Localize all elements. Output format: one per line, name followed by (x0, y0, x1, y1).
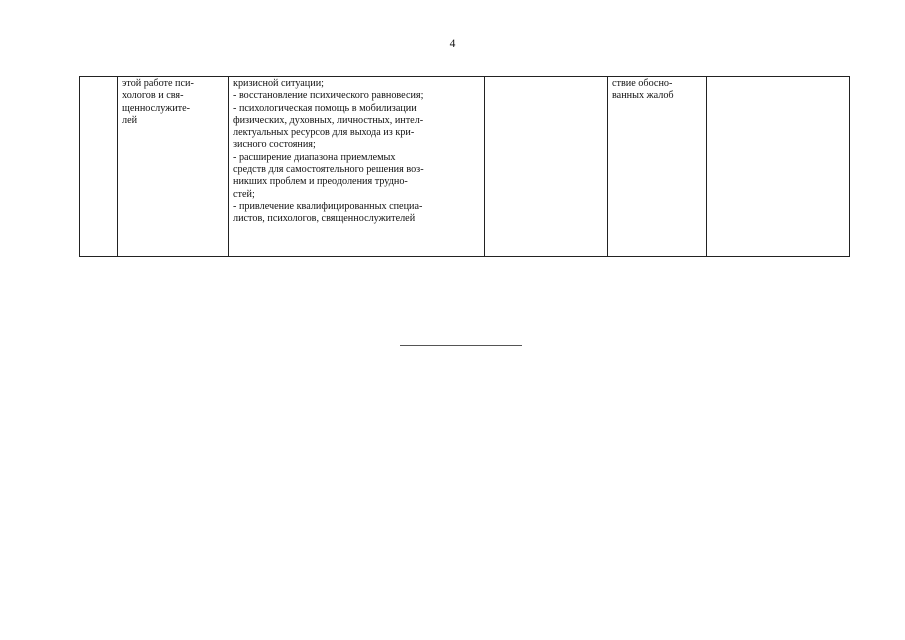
cell-text-line: кризисной ситуации; (233, 78, 324, 89)
document-table (79, 76, 850, 257)
cell-text-line: щеннослужите- (122, 102, 191, 114)
table-cell-empty (707, 77, 850, 257)
cell-text-line: физических, духовных, личностных, интел- (233, 114, 424, 126)
page-number: 4 (449, 38, 456, 50)
cell-text-line: лектуальных ресурсов для выхода из кри- (233, 127, 415, 139)
cell-text-line: средств для самостоятельного решения воз- (233, 164, 424, 176)
cell-text-line: этой работе пси- (122, 78, 194, 89)
table-cell-indicators (608, 77, 707, 257)
cell-text-line: - психологическая помощь в мобилизации (233, 102, 417, 114)
table-cell-empty (485, 77, 608, 257)
cell-text-line: лей (122, 114, 138, 126)
cell-text-line: - расширение диапазона приемлемых (233, 151, 396, 163)
table-row (80, 77, 850, 257)
table-cell-number (80, 77, 118, 257)
cell-text-line: ванных жалоб (612, 90, 674, 102)
cell-text-line: - восстановление психического равновесия; (233, 90, 424, 102)
cell-text-line: ствие обосно- (612, 78, 673, 89)
end-separator-line (400, 345, 522, 346)
cell-text-line: - привлечение квалифицированных специа- (233, 200, 423, 212)
cell-text-line: хологов и свя- (122, 90, 184, 102)
table-cell-participants (118, 77, 229, 257)
table-cell-tasks (229, 77, 485, 257)
cell-text-line: никших проблем и преодоления трудно- (233, 176, 408, 188)
cell-text-line: листов, психологов, священнослужителей (233, 213, 416, 225)
cell-text-line: стей; (233, 188, 255, 200)
cell-text-line: зисного состояния; (233, 139, 316, 151)
